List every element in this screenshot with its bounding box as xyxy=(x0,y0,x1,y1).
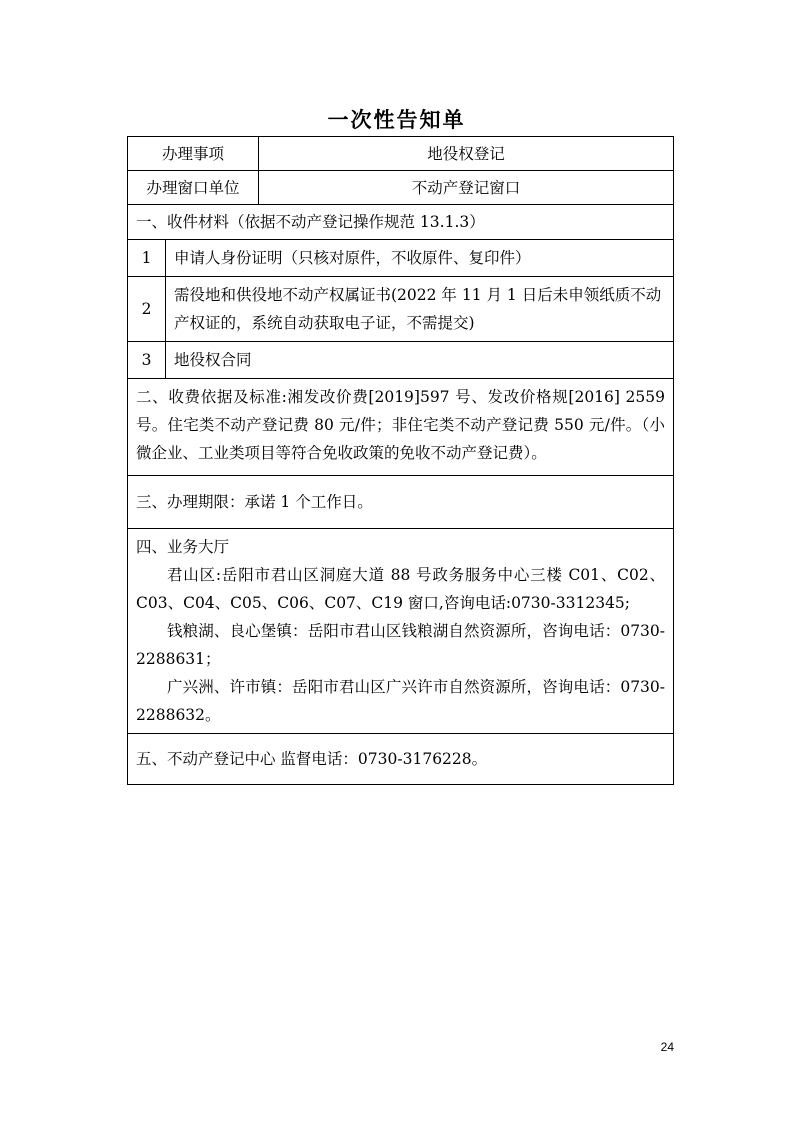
fees-text: 二、收费依据及标准:湘发改价费[2019]597 号、发改价格规[2016] 2559 号。住宅类不动产登记费 80 元/件；非住宅类不动产登记费 550 元/件。（小微企业、工业类项目等符合免收政策的免收不动产登记费）。 xyxy=(136,388,666,462)
row-unit xyxy=(128,171,674,205)
material-row xyxy=(128,240,674,277)
unit-label: 办理窗口单位 xyxy=(128,171,259,205)
page-number: 24 xyxy=(660,1040,674,1054)
row-halls xyxy=(128,529,674,734)
unit-value: 不动产登记窗口 xyxy=(259,171,674,205)
document-title: 一次性告知单 xyxy=(327,108,466,132)
material-row xyxy=(128,277,674,342)
notice-table xyxy=(127,136,674,785)
halls-heading: 四、业务大厅 xyxy=(136,538,230,556)
hall-entry: 君山区:岳阳市君山区洞庭大道 88 号政务服务中心三楼 C01、C02、C03、C04、C05、C06、C07、C19 窗口,咨询电话:0730-3312345; xyxy=(136,566,666,612)
material-text: 申请人身份证明（只核对原件，不收原件、复印件） xyxy=(166,240,674,277)
row-period xyxy=(128,476,674,529)
material-row xyxy=(128,342,674,379)
row-supervision xyxy=(128,734,674,785)
hall-entry: 钱粮湖、良心堡镇：岳阳市君山区钱粮湖自然资源所，咨询电话：0730-2288631； xyxy=(136,622,666,668)
material-number: 3 xyxy=(128,342,166,379)
material-text: 地役权合同 xyxy=(166,342,674,379)
item-value: 地役权登记 xyxy=(259,137,674,171)
material-text: 需役地和供役地不动产权属证书(2022 年 11 月 1 日后未申领纸质不动产权证的，系统自动获取电子证，不需提交) xyxy=(166,277,674,342)
period-text: 三、办理期限：承诺 1 个工作日。 xyxy=(128,476,674,529)
material-number: 2 xyxy=(128,277,166,342)
supervision-text: 五、不动产登记中心 监督电话：0730-3176228。 xyxy=(128,734,674,785)
material-number: 1 xyxy=(128,240,166,277)
item-label: 办理事项 xyxy=(128,137,259,171)
materials-heading: 一、收件材料（依据不动产登记操作规范 13.1.3） xyxy=(128,205,674,240)
row-item-name xyxy=(128,137,674,171)
hall-entry: 广兴洲、许市镇：岳阳市君山区广兴许市自然资源所，咨询电话：0730-2288632。 xyxy=(136,678,666,724)
row-materials-heading xyxy=(128,205,674,240)
row-fees xyxy=(128,379,674,476)
